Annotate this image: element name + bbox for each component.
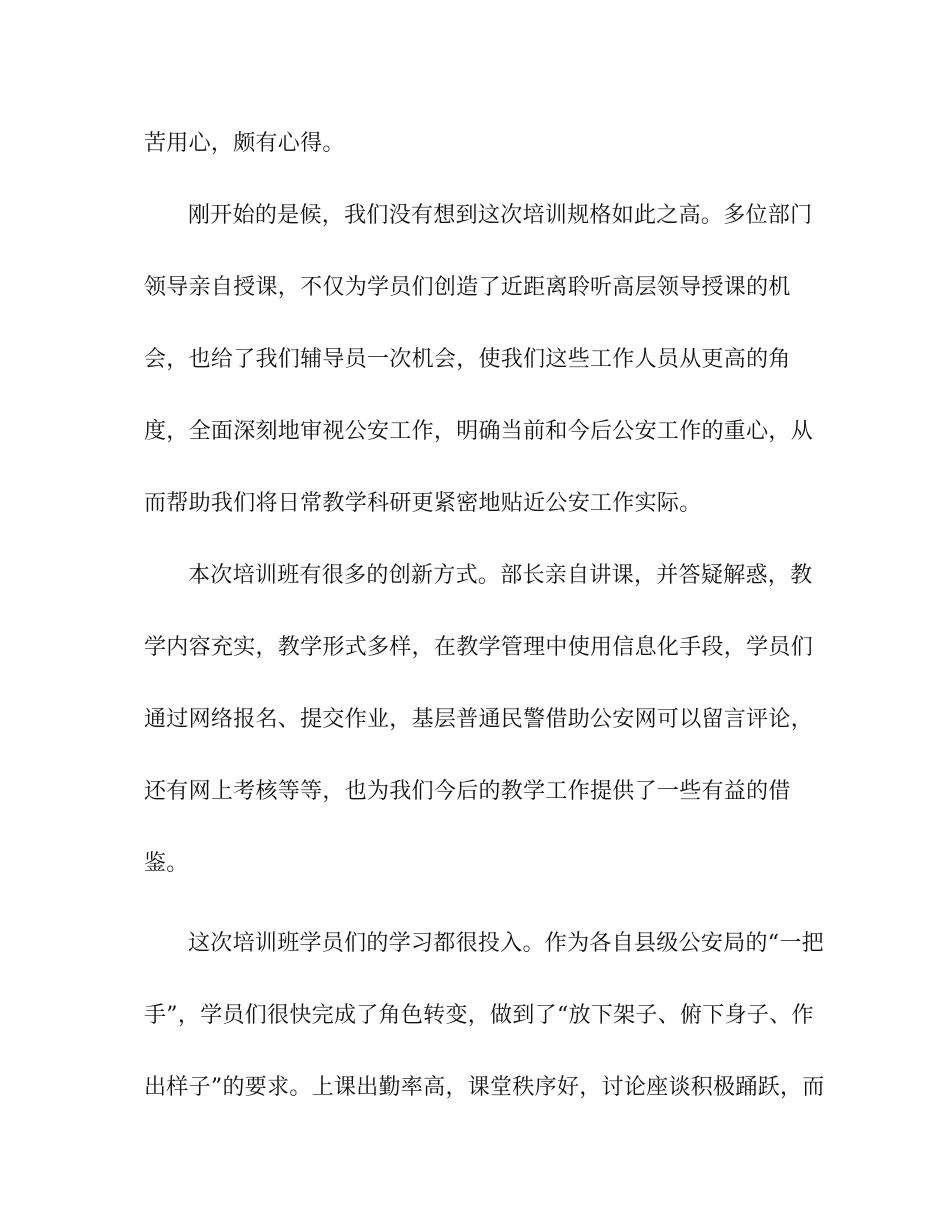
paragraph-start-line: 刚开始的是候，我们没有想到这次培训规格如此之高。多位部门: [188, 203, 813, 228]
paragraph-start-line: 这次培训班学员们的学习都很投入。作为各自县级公安局的“一把: [188, 931, 824, 956]
paragraph-start-line: 本次培训班有很多的创新方式。部长亲自讲课，并答疑解惑，教: [188, 563, 813, 588]
text-line: 手”，学员们很快完成了角色转变，做到了“放下架子、俯下身子、作: [144, 1003, 814, 1028]
text-line: 会，也给了我们辅导员一次机会，使我们这些工作人员从更高的角: [144, 347, 791, 372]
text-line: 度，全面深刻地审视公安工作，明确当前和今后公安工作的重心，从: [144, 419, 814, 444]
text-line: 鉴。: [144, 851, 189, 876]
text-line: 学内容充实，教学形式多样，在教学管理中使用信息化手段，学员们: [144, 635, 814, 660]
text-line: 而帮助我们将日常教学科研更紧密地贴近公安工作实际。: [144, 491, 702, 516]
text-line: 还有网上考核等等，也为我们今后的教学工作提供了一些有益的借: [144, 779, 791, 804]
text-line: 通过网络报名、提交作业，基层普通民警借助公安网可以留言评论，: [144, 707, 814, 732]
text-line: 苦用心，颇有心得。: [144, 131, 345, 156]
text-line: 出样子”的要求。上课出勤率高，课堂秩序好，讨论座谈积极踊跃，而: [144, 1075, 825, 1100]
text-line: 领导亲自授课，不仅为学员们创造了近距离聆听高层领导授课的机: [144, 275, 791, 300]
